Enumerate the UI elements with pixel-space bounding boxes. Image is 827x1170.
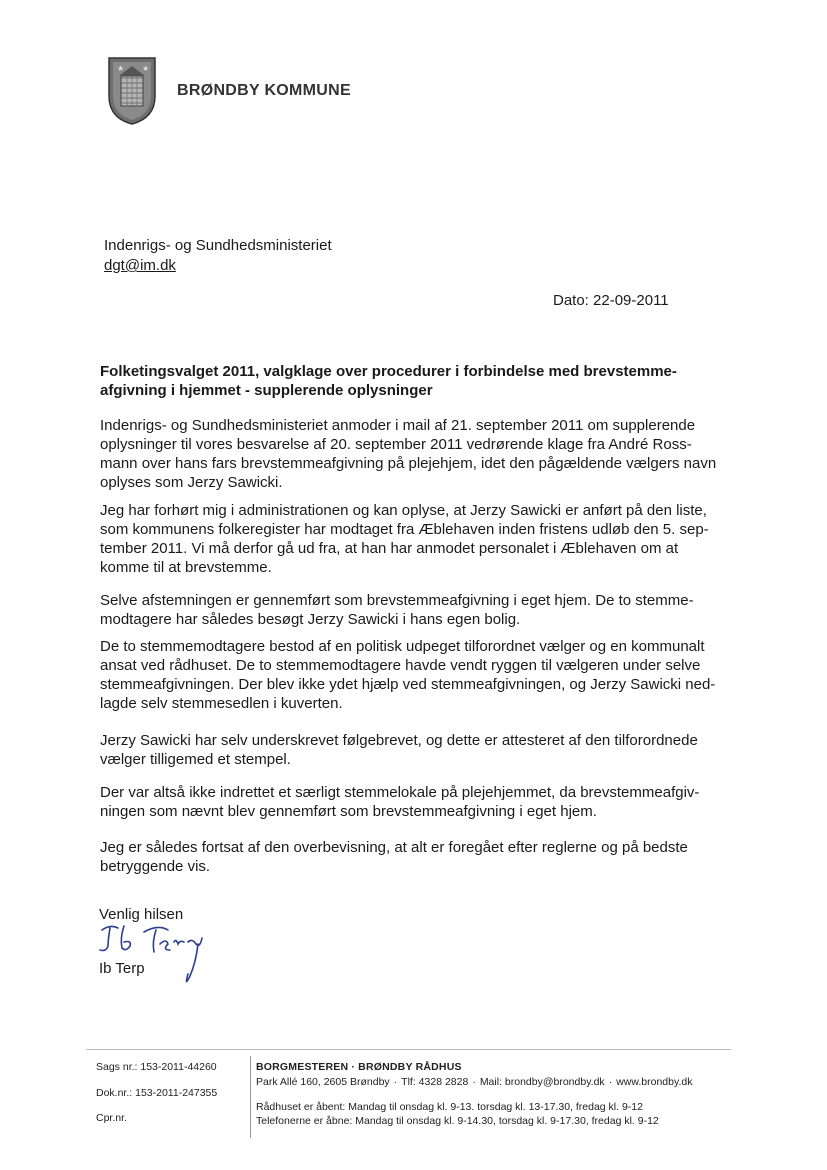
text-line: oplyses som Jerzy Sawicki. bbox=[100, 474, 283, 491]
cpr-number: Cpr.nr. bbox=[96, 1112, 127, 1124]
footer-mail-link[interactable]: Mail: brondby@brondby.dk bbox=[479, 1076, 605, 1088]
text-line: betryggende vis. bbox=[100, 858, 211, 875]
footer-phone: Tlf: 4328 2828 bbox=[401, 1076, 469, 1088]
recipient-name: Indenrigs- og Sundhedsministeriet bbox=[104, 237, 332, 254]
svg-text:★: ★ bbox=[117, 64, 125, 73]
body-paragraph-6 bbox=[100, 783, 725, 821]
closing-greeting: Venlig hilsen bbox=[99, 906, 184, 923]
body-paragraph-2 bbox=[100, 501, 725, 577]
date-line bbox=[553, 292, 669, 309]
text-line: ningen som nævnt blev gennemført som brevstemmeafgivning i eget hjem. bbox=[100, 803, 597, 820]
text-line: lagde selv stemmesedlen i kuverten. bbox=[100, 695, 343, 712]
text-line: tember 2011. Vi må derfor gå ud fra, at han har anmodet personalet i Æblehaven om at bbox=[100, 540, 679, 557]
svg-text:★: ★ bbox=[142, 64, 150, 73]
text-line: De to stemmemodtagere bestod af en politisk udpeget tilforordnet vælger og en kommunalt bbox=[100, 638, 705, 655]
date-value: 22-09-2011 bbox=[593, 292, 669, 309]
recipient-email-link[interactable]: dgt@im.dk bbox=[104, 257, 176, 274]
body-paragraph-4 bbox=[100, 637, 725, 713]
footer-column-divider bbox=[250, 1056, 251, 1138]
text-line: Indenrigs- og Sundhedsministeriet anmoder i mail af 21. september 2011 om supplerende bbox=[100, 417, 696, 434]
letter-subject bbox=[100, 362, 720, 400]
body-paragraph-3 bbox=[100, 591, 725, 629]
text-line: Selve afstemningen er gennemført som brevstemmeafgivning i eget hjem. De to stemme- bbox=[100, 592, 694, 609]
text-line: Der var altså ikke indrettet et særligt stemmelokale på plejehjemmet, da brevstemmeafgiv- bbox=[100, 784, 700, 801]
case-number: Sags nr.: 153-2011-44260 bbox=[96, 1061, 217, 1073]
office-hours: Rådhuset er åbent: Mandag til onsdag kl. 9-13. torsdag kl. 13-17.30, fredag kl. 9-12 bbox=[256, 1101, 643, 1113]
phone-hours: Telefonerne er åbne: Mandag til onsdag kl. 9-14.30, torsdag kl. 9-17.30, fredag kl. 9-12 bbox=[256, 1115, 659, 1127]
subject-line: Folketingsvalget 2011, valgklage over procedurer i forbindelse med brevstemme- bbox=[100, 363, 677, 380]
subject-line: afgivning i hjemmet - supplerende oplysninger bbox=[100, 382, 433, 399]
text-line: ansat ved rådhuset. De to stemmemodtagere havde vendt ryggen til vælgeren under selve bbox=[100, 657, 701, 674]
text-line: oplysninger til vores besvarelse af 20. september 2011 vedrørende klage fra André Ross- bbox=[100, 436, 692, 453]
body-paragraph-5 bbox=[100, 731, 725, 769]
body-paragraph-1 bbox=[100, 416, 725, 492]
text-line: vælger tilligemed et stempel. bbox=[100, 751, 291, 768]
text-line: som kommunens folkeregister har modtaget fra Æblehaven inden fristens udløb den 5. sep- bbox=[100, 521, 709, 538]
text-line: modtagere har således besøgt Jerzy Sawicki i hans egen bolig. bbox=[100, 611, 521, 628]
text-line: komme til at brevstemme. bbox=[100, 559, 272, 576]
text-line: Jerzy Sawicki har selv underskrevet følgebrevet, og dette er attesteret af den tilforordnede bbox=[100, 732, 698, 749]
text-line: mann over hans fars brevstemmeafgivning på plejehjem, idet den pågældende vælgers navn bbox=[100, 455, 717, 472]
signer-name: Ib Terp bbox=[99, 960, 145, 977]
footer-divider-rule bbox=[86, 1049, 731, 1050]
text-line: stemmeafgivningen. Der blev ikke ydet hjælp ved stemmeafgivningen, og Jerzy Sawicki ned- bbox=[100, 676, 716, 693]
municipal-crest-logo bbox=[107, 56, 157, 126]
separator-dot: · bbox=[472, 1076, 476, 1088]
footer-title: BORGMESTEREN · BRØNDBY RÅDHUS bbox=[256, 1061, 462, 1073]
handwritten-signature bbox=[96, 918, 216, 993]
separator-dot: · bbox=[608, 1076, 613, 1088]
footer-address: Park Allé 160, 2605 Brøndby bbox=[256, 1076, 390, 1088]
body-paragraph-7 bbox=[100, 838, 725, 876]
organization-name: BRØNDBY KOMMUNE bbox=[177, 82, 351, 99]
date-label: Dato: bbox=[553, 292, 589, 309]
separator-dot: · bbox=[393, 1076, 398, 1088]
text-line: Jeg har forhørt mig i administrationen og kan oplyse, at Jerzy Sawicki er anført på den liste, bbox=[100, 502, 707, 519]
text-line: Jeg er således fortsat af den overbevisning, at alt er foregået efter reglerne og på bedste bbox=[100, 839, 688, 856]
footer-web-link[interactable]: www.brondby.dk bbox=[616, 1076, 693, 1088]
footer-contact-line bbox=[256, 1076, 692, 1088]
document-number: Dok.nr.: 153-2011-247355 bbox=[96, 1087, 218, 1099]
